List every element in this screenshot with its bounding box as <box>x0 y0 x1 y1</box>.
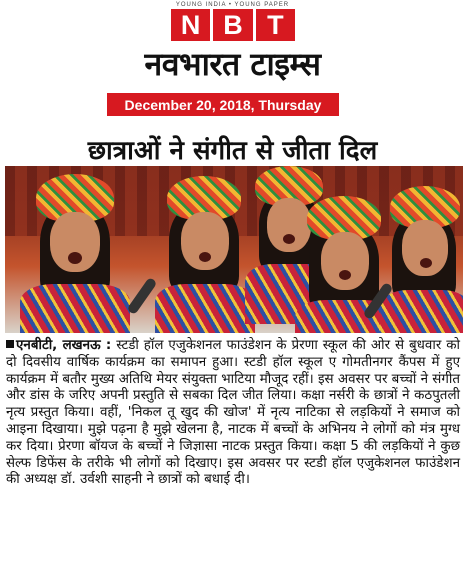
logo-letter-t: T <box>256 9 295 41</box>
singer-figure <box>20 174 130 333</box>
tagline: YOUNG INDIA • YOUNG PAPER <box>175 2 290 8</box>
nbt-logo[interactable] <box>171 9 295 41</box>
article-byline: एनबीटी, लखनऊ : <box>16 338 112 353</box>
article-body-container <box>6 338 460 489</box>
logo-letter-b: B <box>213 9 252 41</box>
dateline-banner: December 20, 2018, Thursday <box>107 93 339 116</box>
masthead <box>0 0 465 90</box>
singer-figure <box>380 186 463 333</box>
masthead-title: नवभारत टाइम्स <box>144 45 321 83</box>
singer-figure <box>155 176 255 333</box>
article-photo <box>5 166 463 333</box>
bullet-square-icon <box>6 340 14 348</box>
article-headline: छात्राओं ने संगीत से जीता दिल <box>87 136 378 166</box>
logo-letter-n: N <box>171 9 210 41</box>
article-body: स्टडी हॉल एजुकेशनल फाउंडेशन के प्रेरणा स्कूल की ओर से बुधवार को दो दिवसीय वार्षिक कार्यक्रम का समापन हुआ। स्टडी हॉल स्कूल ए गोमतीनगर कैंपस में हुए कार्यक्रम में बतौर मुख्य अतिथि मेयर संयुक्ता भाटिया मौजूद रहीं। इस अवसर पर बच्चों ने संगीत और डांस के जरिए अपनी प्रस्तुति से सबका दिल जीत लिया। कक्षा नर्सरी के छात्रों ने कठपुतली नृत्य प्रस्तुत किया। वहीं, 'निकल तू खुद की खोज' में नृत्य नाटिका से लड़कियों ने समाज को आइना दिखाया। मुझे पढ़ना है मुझे खेलना है, नाटक में बच्चों के अभिनय ने लोगों को मंत्र मुग्ध कर दिया। प्रेरणा बॉयज के बच्चों ने जिज्ञासा नाटक प्रस्तुत किया। कक्षा 5 की लड़कियों ने कुछ सेल्फ डिफेंस के तरीके भी लोगों को दिखाए। इस अवसर पर स्टडी हॉल एजुकेशनल फाउंडेशन की अध्यक्ष डॉ. उर्वशी साहनी ने छात्रों को बधाई दी। <box>6 338 460 488</box>
microphone-icon <box>126 277 157 316</box>
